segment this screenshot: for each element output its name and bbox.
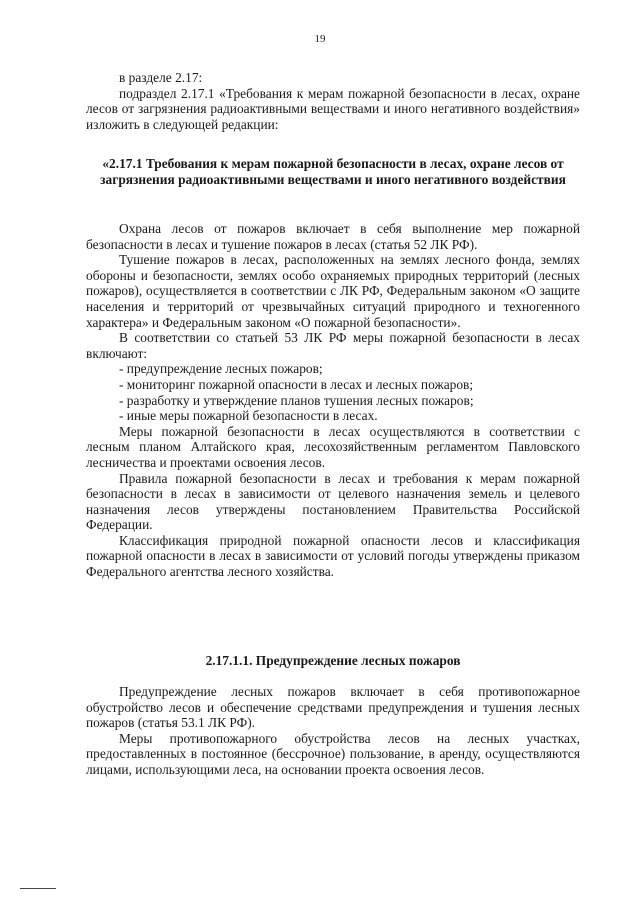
section-heading: «2.17.1 Требования к мерам пожарной безопасности в лесах, охране лесов от загрязнения радиоактивными веществами и иного негативного воздействия xyxy=(100,156,566,187)
paragraph: Охрана лесов от пожаров включает в себя выполнение мер пожарной безопасности в лесах и тушение пожаров в лесах (статья 52 ЛК РФ). xyxy=(86,221,580,252)
list-item: - мониторинг пожарной опасности в лесах и лесных пожаров; xyxy=(119,376,474,392)
intro-block xyxy=(86,70,580,132)
list-item: - разработку и утверждение планов тушения лесных пожаров; xyxy=(119,392,474,408)
list-item: - иные меры пожарной безопасности в лесах. xyxy=(119,408,378,424)
paragraph: Меры пожарной безопасности в лесах осуществляются в соответствии с лесным планом Алтайского края, лесохозяйственным регламентом Павловского лесничества и проектами освоения лесов. xyxy=(86,423,580,470)
paragraph: Тушение пожаров в лесах, расположенных на землях лесного фонда, землях обороны и безопасности, землях особо охраняемых природных территорий (лесных пожаров), осуществляется в соответствии с ЛК РФ, Федеральным законом «О защите населения и территорий от чрезвычайных ситуаций природного и техногенного характера» и Федеральным законом «О пожарной безопасности». xyxy=(86,252,580,330)
paragraph: Правила пожарной безопасности в лесах и требования к мерам пожарной безопасности в лесах в зависимости от целевого назначения земель и целевого назначения лесов утверждены постановлением Правительства Российской Федерации. xyxy=(86,470,580,533)
subsection-heading: 2.17.1.1. Предупреждение лесных пожаров xyxy=(205,653,461,668)
intro-line-subsection: подраздел 2.17.1 «Требования к мерам пожарной безопасности в лесах, охране лесов от загрязнения радиоактивными веществами и иного негативного воздействия» изложить в следующей редакции: xyxy=(86,85,580,132)
paragraph: Меры противопожарного обустройства лесов на лесных участках, предоставленных в постоянное (бессрочное) пользование, в аренду, осуществляются лицами, использующими леса, на основании проекта освоения лесов. xyxy=(86,730,580,777)
footer-rule xyxy=(20,888,56,889)
intro-line-section: в разделе 2.17: xyxy=(119,70,203,85)
paragraph: В соответствии со статьей 53 ЛК РФ меры пожарной безопасности в лесах включают: xyxy=(86,330,580,361)
page-number: 19 xyxy=(314,33,326,45)
paragraph: Предупреждение лесных пожаров включает в себя противопожарное обустройство лесов и обеспечение средствами предупреждения и тушения лесных пожаров (статья 53.1 ЛК РФ). xyxy=(86,684,580,731)
section-body xyxy=(86,221,580,580)
list-item: - предупреждение лесных пожаров; xyxy=(119,361,323,377)
paragraph: Классификация природной пожарной опасности лесов и классификация пожарной опасности в лесах в зависимости от условий погоды утверждены приказом Федерального агентства лесного хозяйства. xyxy=(86,532,580,580)
subsection-body xyxy=(86,684,580,778)
